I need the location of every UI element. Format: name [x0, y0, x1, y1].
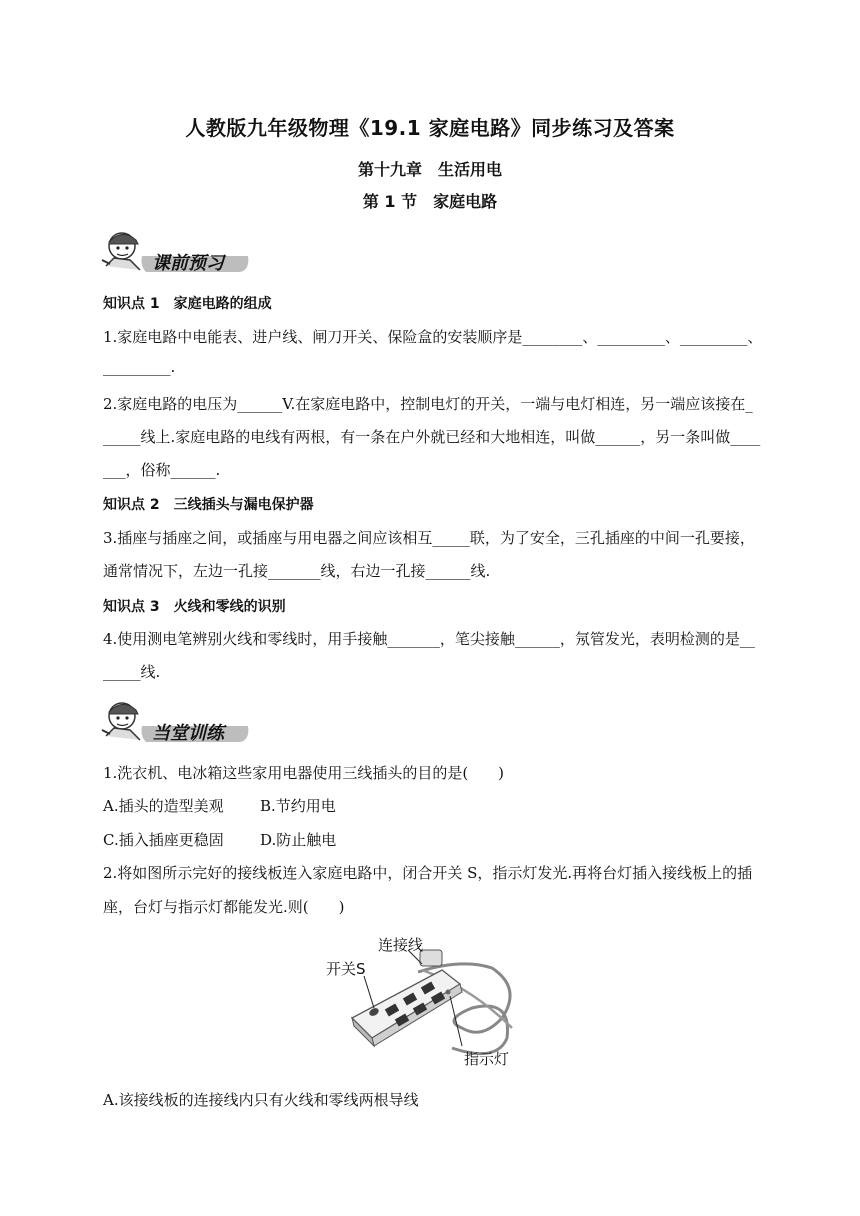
figure-label-switch: 开关S [326, 960, 366, 978]
training-q2-line2: 座，台灯与指示灯都能发光.则( ) [103, 898, 345, 916]
training-q1-option-c: C.插入插座更稳固 [103, 831, 224, 849]
mascot-icon [102, 703, 140, 740]
preview-q4-line1: 4.使用测电笔辨别火线和零线时，用手接触_______，笔尖接触______，氖管发光，表明检测的是__ [103, 630, 755, 648]
section-heading: 第 1 节 家庭电路 [362, 192, 498, 211]
preview-q4-line2: _____线. [103, 663, 161, 681]
document-title: 人教版九年级物理《19.1 家庭电路》同步练习及答案 [185, 116, 675, 140]
preview-q3-line2: 通常情况下，左边一孔接_______线，右边一孔接______线. [103, 562, 491, 580]
training-q2-option-a: A.该接线板的连接线内只有火线和零线两根导线 [103, 1091, 419, 1109]
training-q1: 1.洗衣机、电冰箱这些家用电器使用三线插头的目的是( ) [103, 764, 505, 782]
preview-banner-label: 课前预习 [152, 253, 224, 274]
training-q1-option-b: B.节约用电 [260, 797, 336, 815]
power-strip-illustration [352, 950, 512, 1054]
training-q1-option-a: A.插头的造型美观 [103, 797, 224, 815]
knowledge-point-1: 知识点 1 家庭电路的组成 [103, 296, 272, 312]
preview-banner [100, 226, 250, 274]
training-q2-line1: 2.将如图所示完好的接线板连入家庭电路中，闭合开关 S，指示灯发光.再将台灯插入接线板上的插 [103, 864, 753, 882]
preview-q1-line1: 1.家庭电路中电能表、进户线、闸刀开关、保险盒的安装顺序是________、_________、_________、 [103, 328, 763, 346]
preview-q2-line2: _____线上.家庭电路的电线有两根，有一条在户外就已经和大地相连，叫做______，另一条叫做____ [103, 428, 761, 446]
knowledge-point-3: 知识点 3 火线和零线的识别 [103, 599, 286, 615]
preview-q1-line2: _________. [103, 358, 176, 376]
preview-q2-line1: 2.家庭电路的电压为______V.在家庭电路中，控制电灯的开关，一端与电灯相连，另一端应该接在_ [103, 395, 753, 413]
figure-label-indicator: 指示灯 [464, 1050, 510, 1068]
chapter-heading: 第十九章 生活用电 [357, 160, 502, 179]
mascot-icon [102, 233, 140, 270]
figure-label-cable: 连接线 [378, 936, 424, 954]
power-strip-figure [322, 928, 542, 1078]
knowledge-point-2: 知识点 2 三线插头与漏电保护器 [103, 497, 314, 513]
preview-q2-line3: ___，俗称______. [103, 461, 221, 479]
classroom-banner [100, 696, 250, 744]
training-q1-option-d: D.防止触电 [260, 831, 337, 849]
preview-q3-line1: 3.插座与插座之间，或插座与用电器之间应该相互_____联，为了安全，三孔插座的中间一孔要接， [103, 529, 755, 547]
classroom-banner-label: 当堂训练 [152, 723, 224, 744]
